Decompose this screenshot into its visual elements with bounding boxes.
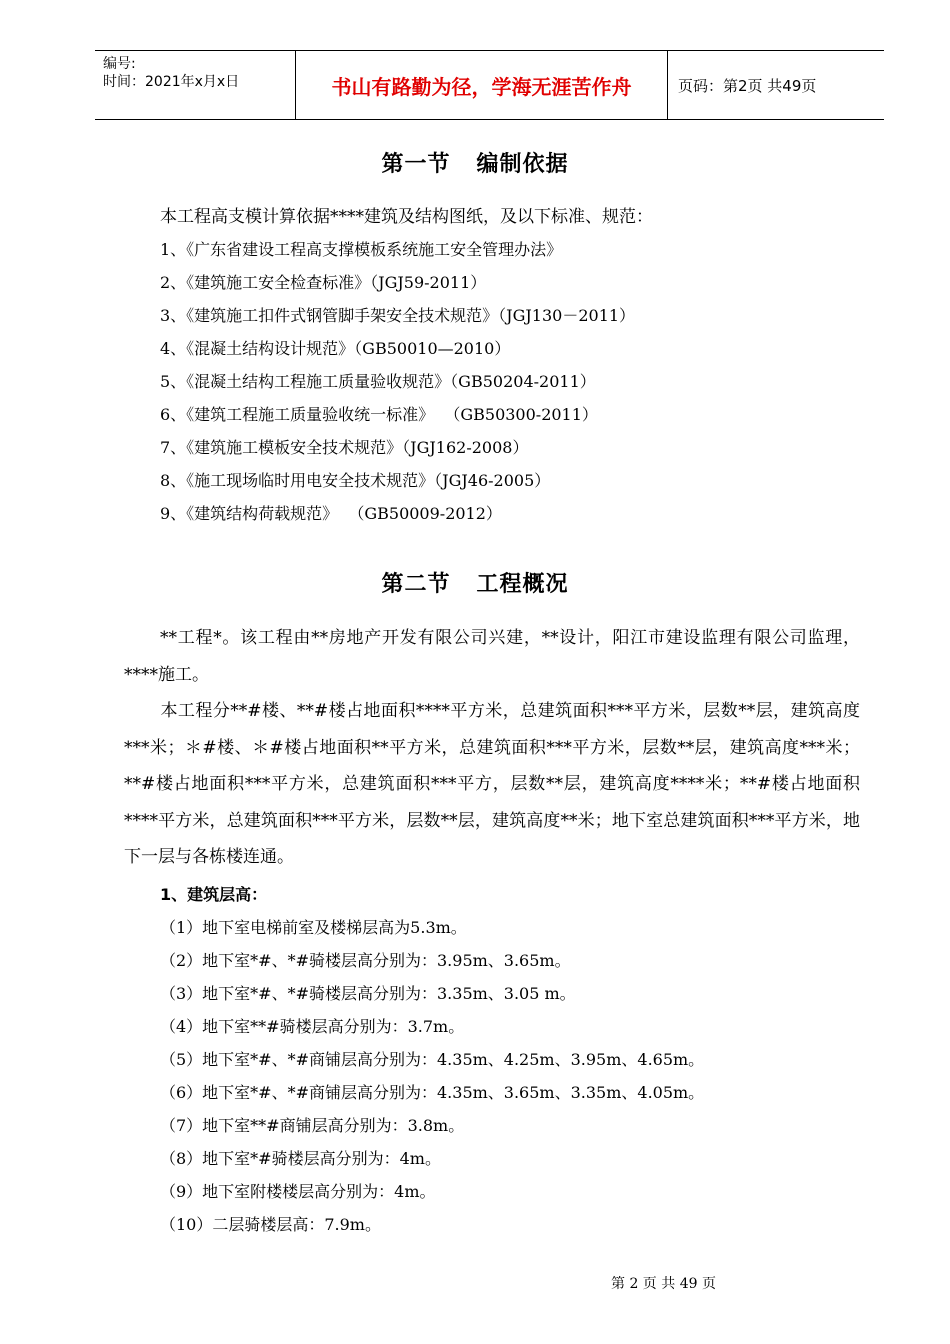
list-item: 7、《建筑施工模板安全技术规范》（JGJ162-2008） <box>160 438 529 457</box>
header-motto: 书山有路勤为径，学海无涯苦作舟 <box>331 74 632 99</box>
paragraph <box>124 693 860 876</box>
list-item: （4）地下室**#骑楼层高分别为：3.7m。 <box>160 1017 465 1036</box>
list-item: 2、《建筑施工安全检查标准》（JGJ59-2011） <box>160 273 487 292</box>
list-item: 9、《建筑结构荷载规范》 （GB50009-2012） <box>160 504 502 523</box>
list-item: （6）地下室*#、*#商铺层高分别为：4.35m、3.65m、3.35m、4.05m。 <box>160 1083 705 1102</box>
list-item: （8）地下室*#骑楼层高分别为：4m。 <box>160 1149 441 1168</box>
header-page-info: 页码：第2页 共49页 <box>678 76 817 95</box>
paragraph-text: 本工程分**#楼、**#楼占地面积****平方米，总建筑面积***平方米，层数**层，建筑高度***米；＊#楼、＊#楼占地面积**平方米，总建筑面积***平方米，层数**层，建筑高度***米；**#楼占地面积***平方米，总建筑面积***平方，层数**层，建筑高度****米；**#楼占地面积****平方米，总建筑面积***平方米，层数**层，建筑高度**米；地下室总建筑面积***平方米，地下一层与各栋楼连通。 <box>124 701 860 867</box>
list-item: 1、《广东省建设工程高支撑模板系统施工安全管理办法》 <box>160 240 563 259</box>
list-item: （3）地下室*#、*#骑楼层高分别为：3.35m、3.05 m。 <box>160 984 576 1003</box>
section-title: 第一节 编制依据 <box>381 152 569 177</box>
time-label: 时间：2021年x月x日 <box>103 74 240 90</box>
page-footer: 第 2 页 共 49 页 <box>611 1276 716 1292</box>
list-item: 6、《建筑工程施工质量验收统一标准》 （GB50300-2011） <box>160 405 598 424</box>
page-header <box>95 50 884 120</box>
list-item: （1）地下室电梯前室及楼梯层高为5.3m。 <box>160 918 467 937</box>
list-item: 3、《建筑施工扣件式钢管脚手架安全技术规范》（JGJ130－2011） <box>160 306 636 325</box>
list-item: （2）地下室*#、*#骑楼层高分别为：3.95m、3.65m。 <box>160 951 571 970</box>
list-item: （5）地下室*#、*#商铺层高分别为：4.35m、4.25m、3.95m、4.65m。 <box>160 1050 705 1069</box>
list-item: 4、《混凝土结构设计规范》（GB50010—2010） <box>160 339 511 358</box>
list-item: （7）地下室**#商铺层高分别为：3.8m。 <box>160 1116 465 1135</box>
subheading: 1、建筑层高： <box>160 885 268 904</box>
list-item: 5、《混凝土结构工程施工质量验收规范》（GB50204-2011） <box>160 372 596 391</box>
section-title: 第二节 工程概况 <box>381 572 569 597</box>
paragraph-text: **工程*。该工程由**房地产开发有限公司兴建，**设计，阳江市建设监理有限公司监理，****施工。 <box>124 628 860 685</box>
section-intro: 本工程高支模计算依据****建筑及结构图纸，及以下标准、规范： <box>160 207 653 227</box>
number-label: 编号: <box>103 56 136 72</box>
header-meta <box>95 51 295 119</box>
list-item: （9）地下室附楼楼层高分别为：4m。 <box>160 1182 436 1201</box>
paragraph <box>124 620 860 693</box>
list-item: 8、《施工现场临时用电安全技术规范》（JGJ46-2005） <box>160 471 551 490</box>
list-item: （10）二层骑楼层高：7.9m。 <box>160 1215 381 1234</box>
